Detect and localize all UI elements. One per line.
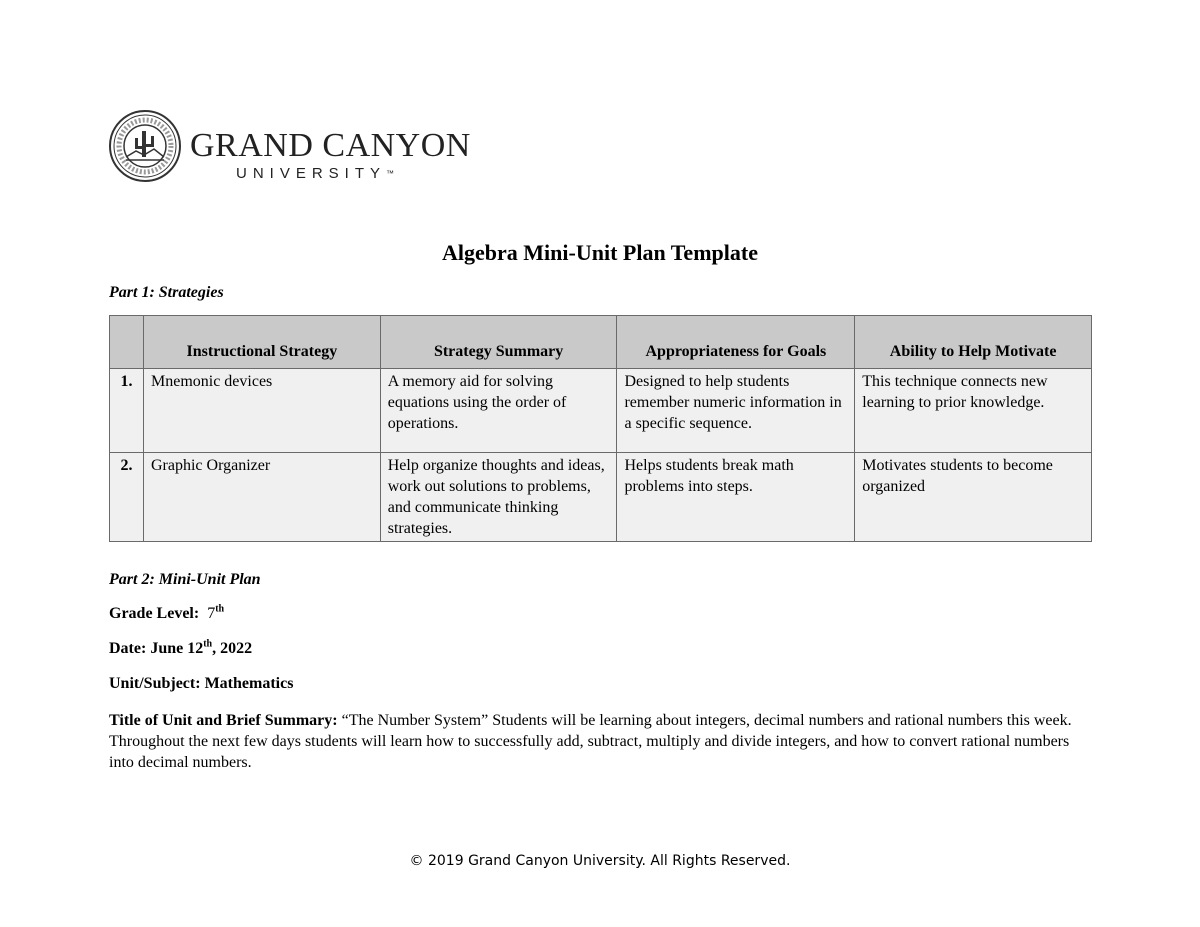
date-field: [109, 640, 252, 658]
part1-heading: Part 1: Strategies: [109, 284, 224, 301]
document-title: Algebra Mini-Unit Plan Template: [442, 240, 758, 265]
logo-wordmark: GRAND CANYON: [190, 127, 471, 164]
column-header-strategy: Instructional Strategy: [143, 316, 380, 369]
university-logo: [108, 109, 471, 187]
cell-summary: A memory aid for solving equations using the order of operations.: [380, 369, 617, 453]
part2-heading: Part 2: Mini-Unit Plan: [109, 571, 261, 588]
unit-summary: [109, 710, 1094, 773]
summary-text: “The Number System” Students will be learning about integers, decimal numbers and rational numbers this week. Throughout the next few days students will learn how to successfully add, subtract, multiply and divide integers, and how to convert rational numbers into decimal numbers.: [109, 712, 1072, 771]
strategies-table: [109, 315, 1092, 542]
grade-level-field: [109, 605, 224, 623]
copyright-footer: © 2019 Grand Canyon University. All Rights Reserved.: [409, 853, 791, 869]
column-header-motivate: Ability to Help Motivate: [855, 316, 1092, 369]
cell-strategy: Mnemonic devices: [143, 369, 380, 453]
table-row: [110, 453, 1092, 542]
column-header-number: [110, 316, 144, 369]
date-value: June 12th, 2022: [150, 638, 253, 657]
cell-summary: Help organize thoughts and ideas, work out solutions to problems, and communicate thinking strategies.: [380, 453, 617, 542]
grade-level-label: Grade Level:: [109, 605, 200, 622]
university-seal-icon: [108, 109, 182, 183]
subject-value: Mathematics: [204, 675, 294, 692]
cell-strategy: Graphic Organizer: [143, 453, 380, 542]
grade-level-suffix: th: [215, 603, 225, 615]
cell-goals: Designed to help students remember numeric information in a specific sequence.: [617, 369, 855, 453]
subject-label: Unit/Subject:: [109, 675, 201, 692]
column-header-goals: Appropriateness for Goals: [617, 316, 855, 369]
cell-motivate: This technique connects new learning to prior knowledge.: [855, 369, 1092, 453]
cell-goals: Helps students break math problems into steps.: [617, 453, 855, 542]
date-label: Date:: [109, 640, 147, 657]
row-number: 2.: [110, 453, 144, 542]
logo-subline: UNIVERSITY™: [236, 165, 395, 182]
cell-motivate: Motivates students to become organized: [855, 453, 1092, 542]
subject-field: [109, 675, 293, 693]
grade-level-value: 7: [207, 605, 216, 622]
table-row: [110, 369, 1092, 453]
summary-label: Title of Unit and Brief Summary:: [109, 712, 338, 729]
column-header-summary: Strategy Summary: [380, 316, 617, 369]
row-number: 1.: [110, 369, 144, 453]
table-header-row: [110, 316, 1092, 369]
